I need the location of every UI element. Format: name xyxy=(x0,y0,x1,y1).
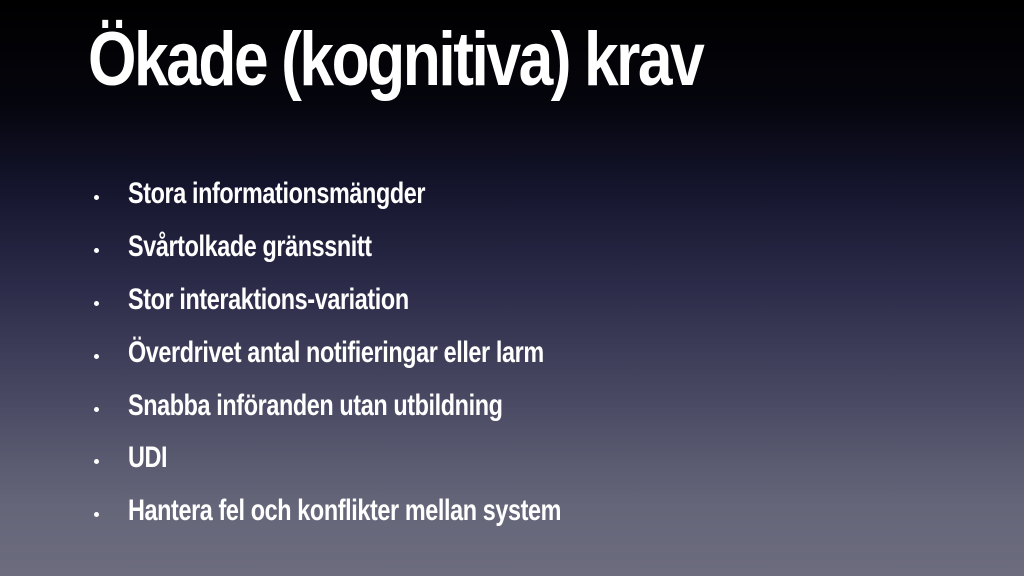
bullet-text: Svårtolkade gränssnitt xyxy=(128,230,372,264)
bullet-dot-icon xyxy=(94,407,99,412)
bullet-text: Hantera fel och konflikter mellan system xyxy=(128,494,562,528)
bullet-dot-icon xyxy=(94,248,99,253)
bullet-text: Stor interaktions-variation xyxy=(128,282,409,316)
bullet-dot-icon xyxy=(94,512,99,517)
bullet-dot-icon xyxy=(94,301,99,306)
slide-title: Ökade (kognitiva) krav xyxy=(88,17,703,102)
bullet-text: Stora informationsmängder xyxy=(128,177,426,211)
bullet-dot-icon xyxy=(94,459,99,464)
bullet-dot-icon xyxy=(94,354,99,359)
bullet-text: Snabba införanden utan utbildning xyxy=(128,388,503,422)
bullet-text: UDI xyxy=(128,441,168,475)
bullet-dot-icon xyxy=(94,195,99,200)
bullet-text: Överdrivet antal notifieringar eller larm xyxy=(128,335,544,369)
